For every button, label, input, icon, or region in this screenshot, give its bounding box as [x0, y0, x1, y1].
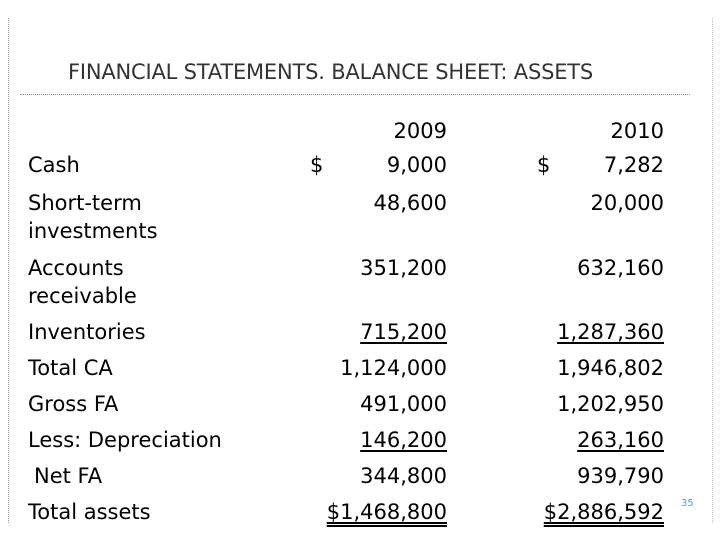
row-label-depreciation: Less: Depreciation — [28, 428, 222, 452]
row-label-receivable: receivable — [28, 284, 137, 308]
value-cash-2010: 7,282 — [603, 153, 664, 177]
value-gross-fa-2009: 491,000 — [360, 392, 447, 416]
value-short-term-investments-2010: 20,000 — [590, 191, 664, 215]
value-inventories-2010: 1,287,360 — [557, 320, 664, 344]
value-inventories-2009: 715,200 — [360, 320, 447, 344]
title-divider — [20, 94, 690, 95]
row-label-cash: Cash — [28, 153, 80, 177]
value-net-fa-2010: 939,790 — [577, 464, 664, 488]
left-border-rule — [8, 18, 9, 523]
value-net-fa-2009: 344,800 — [360, 464, 447, 488]
row-label-gross-fa: Gross FA — [28, 392, 119, 416]
value-accounts-receivable-2010: 632,160 — [577, 256, 664, 280]
value-total-assets-2009: $1,468,800 — [326, 500, 447, 524]
value-total-assets-2010: $2,886,592 — [543, 500, 664, 524]
row-label-investments: investments — [28, 219, 158, 243]
row-label-total-ca: Total CA — [28, 356, 113, 380]
value-depreciation-2009: 146,200 — [360, 428, 447, 452]
header-2010: 2010 — [610, 119, 664, 143]
value-gross-fa-2010: 1,202,950 — [557, 392, 664, 416]
row-label-total-assets: Total assets — [28, 500, 151, 524]
value-total-ca-2009: 1,124,000 — [340, 356, 447, 380]
value-total-ca-2010: 1,946,802 — [557, 356, 664, 380]
value-cash-2009: 9,000 — [386, 153, 447, 177]
value-accounts-receivable-2009: 351,200 — [360, 256, 447, 280]
slide-title: FINANCIAL STATEMENTS. BALANCE SHEET: ASSETS — [68, 60, 594, 84]
right-border-rule — [712, 18, 713, 523]
value-short-term-investments-2009: 48,600 — [373, 191, 447, 215]
slide-page-number: 35 — [681, 498, 694, 509]
currency-symbol-2010: $ — [537, 153, 551, 177]
currency-symbol-2009: $ — [310, 153, 324, 177]
row-label-net-fa: Net FA — [34, 464, 103, 488]
value-depreciation-2010: 263,160 — [577, 428, 664, 452]
header-2009: 2009 — [393, 119, 447, 143]
row-label-inventories: Inventories — [28, 320, 146, 344]
row-label-short-term: Short-term — [28, 191, 142, 215]
row-label-accounts: Accounts — [28, 256, 124, 280]
